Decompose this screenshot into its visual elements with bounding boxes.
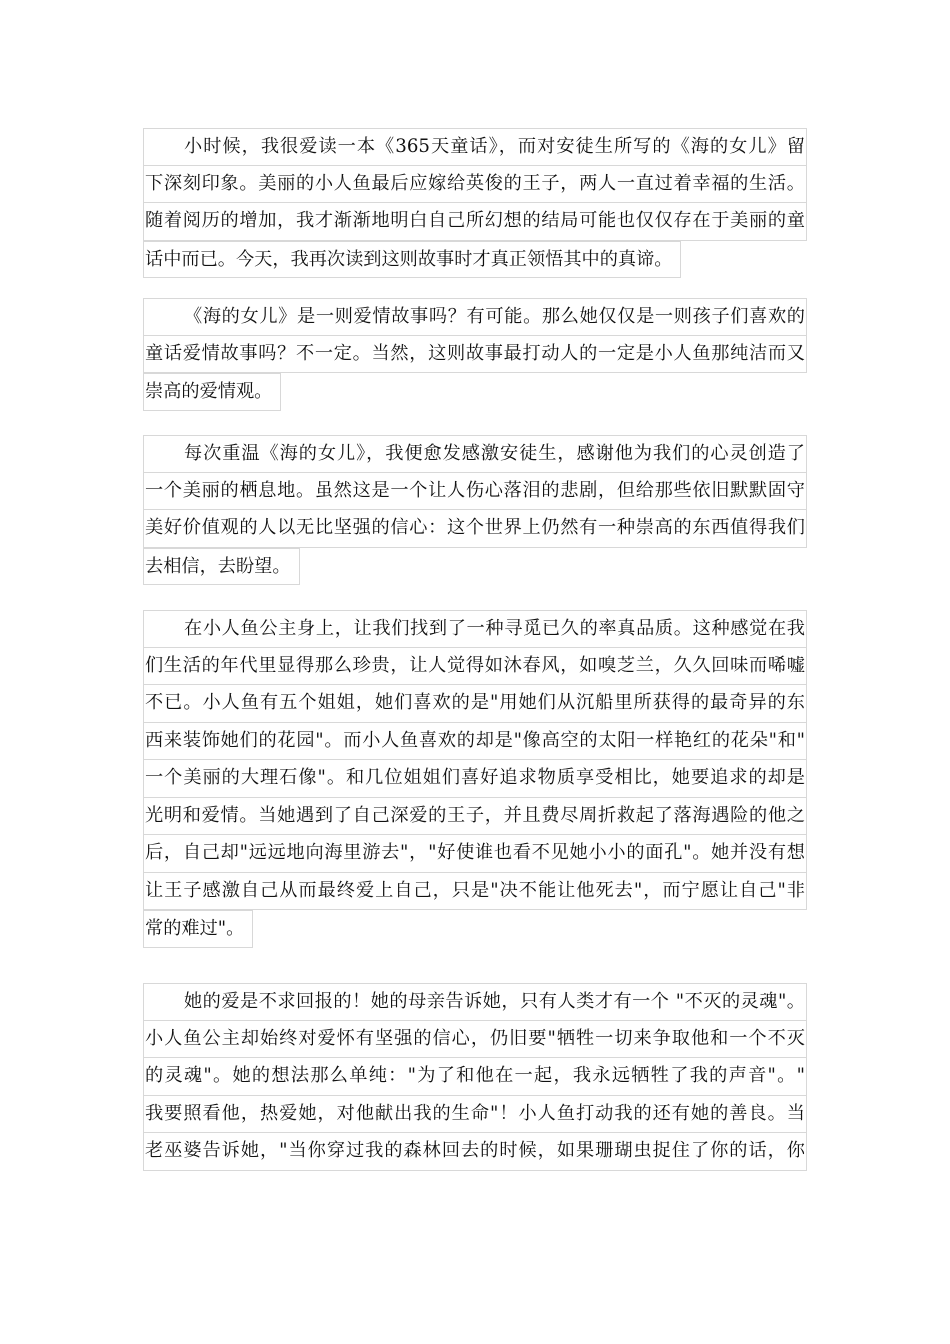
text-line: 老巫婆告诉她，"当你穿过我的森林回去的时候，如果珊瑚虫捉住了你的话，你 <box>143 1133 807 1171</box>
text-line: 在小人鱼公主身上，让我们找到了一种寻觅已久的率真品质。这种感觉在我 <box>143 610 807 648</box>
text-line: 的灵魂"。她的想法那么单纯："为了和他在一起，我永远牺牲了我的声音"。" <box>143 1058 807 1096</box>
text-line: 话中而已。今天，我再次读到这则故事时才真正领悟其中的真谛。 <box>143 241 681 279</box>
text-line: 光明和爱情。当她遇到了自己深爱的王子，并且费尽周折救起了落海遇险的他之 <box>143 798 807 836</box>
paragraph-3 <box>143 435 807 585</box>
text-line: 美好价值观的人以无比坚强的信心：这个世界上仍然有一种崇高的东西值得我们 <box>143 510 807 548</box>
text-line: 随着阅历的增加，我才渐渐地明白自己所幻想的结局可能也仅仅存在于美丽的童 <box>143 203 807 241</box>
paragraph-4 <box>143 610 807 948</box>
text-line: 一个美丽的大理石像"。和几位姐姐们喜好追求物质享受相比，她要追求的却是 <box>143 760 807 798</box>
paragraph-2 <box>143 298 807 411</box>
text-line: 去相信，去盼望。 <box>143 548 300 586</box>
text-line: 每次重温《海的女儿》，我便愈发感激安徒生，感谢他为我们的心灵创造了 <box>143 435 807 473</box>
text-line: 们生活的年代里显得那么珍贵，让人觉得如沐春风，如嗅芝兰，久久回味而唏嘘 <box>143 648 807 686</box>
text-line: 她的爱是不求回报的！她的母亲告诉她，只有人类才有一个 "不灭的灵魂"。 <box>143 983 807 1021</box>
paragraph-1 <box>143 128 807 278</box>
text-line: 童话爱情故事吗？不一定。当然，这则故事最打动人的一定是小人鱼那纯洁而又 <box>143 336 807 374</box>
paragraph-5 <box>143 983 807 1171</box>
text-line: 常的难过"。 <box>143 910 253 948</box>
text-line: 后，自己却"远远地向海里游去"，"好使谁也看不见她小小的面孔"。她并没有想 <box>143 835 807 873</box>
text-line: 下深刻印象。美丽的小人鱼最后应嫁给英俊的王子，两人一直过着幸福的生活。 <box>143 166 807 204</box>
text-line: 《海的女儿》是一则爱情故事吗？有可能。那么她仅仅是一则孩子们喜欢的 <box>143 298 807 336</box>
text-line: 小时候，我很爱读一本《365天童话》，而对安徒生所写的《海的女儿》留 <box>143 128 807 166</box>
text-line: 西来装饰她们的花园"。而小人鱼喜欢的却是"像高空的太阳一样艳红的花朵"和" <box>143 723 807 761</box>
text-line: 不已。小人鱼有五个姐姐，她们喜欢的是"用她们从沉船里所获得的最奇异的东 <box>143 685 807 723</box>
text-line: 一个美丽的栖息地。虽然这是一个让人伤心落泪的悲剧，但给那些依旧默默固守 <box>143 473 807 511</box>
text-line: 小人鱼公主却始终对爱怀有坚强的信心，仍旧要"牺牲一切来争取他和一个不灭 <box>143 1021 807 1059</box>
text-line: 崇高的爱情观。 <box>143 373 281 411</box>
text-line: 让王子感激自己从而最终爱上自己，只是"决不能让他死去"，而宁愿让自己"非 <box>143 873 807 911</box>
text-line: 我要照看他，热爱她，对他献出我的生命"！小人鱼打动我的还有她的善良。当 <box>143 1096 807 1134</box>
